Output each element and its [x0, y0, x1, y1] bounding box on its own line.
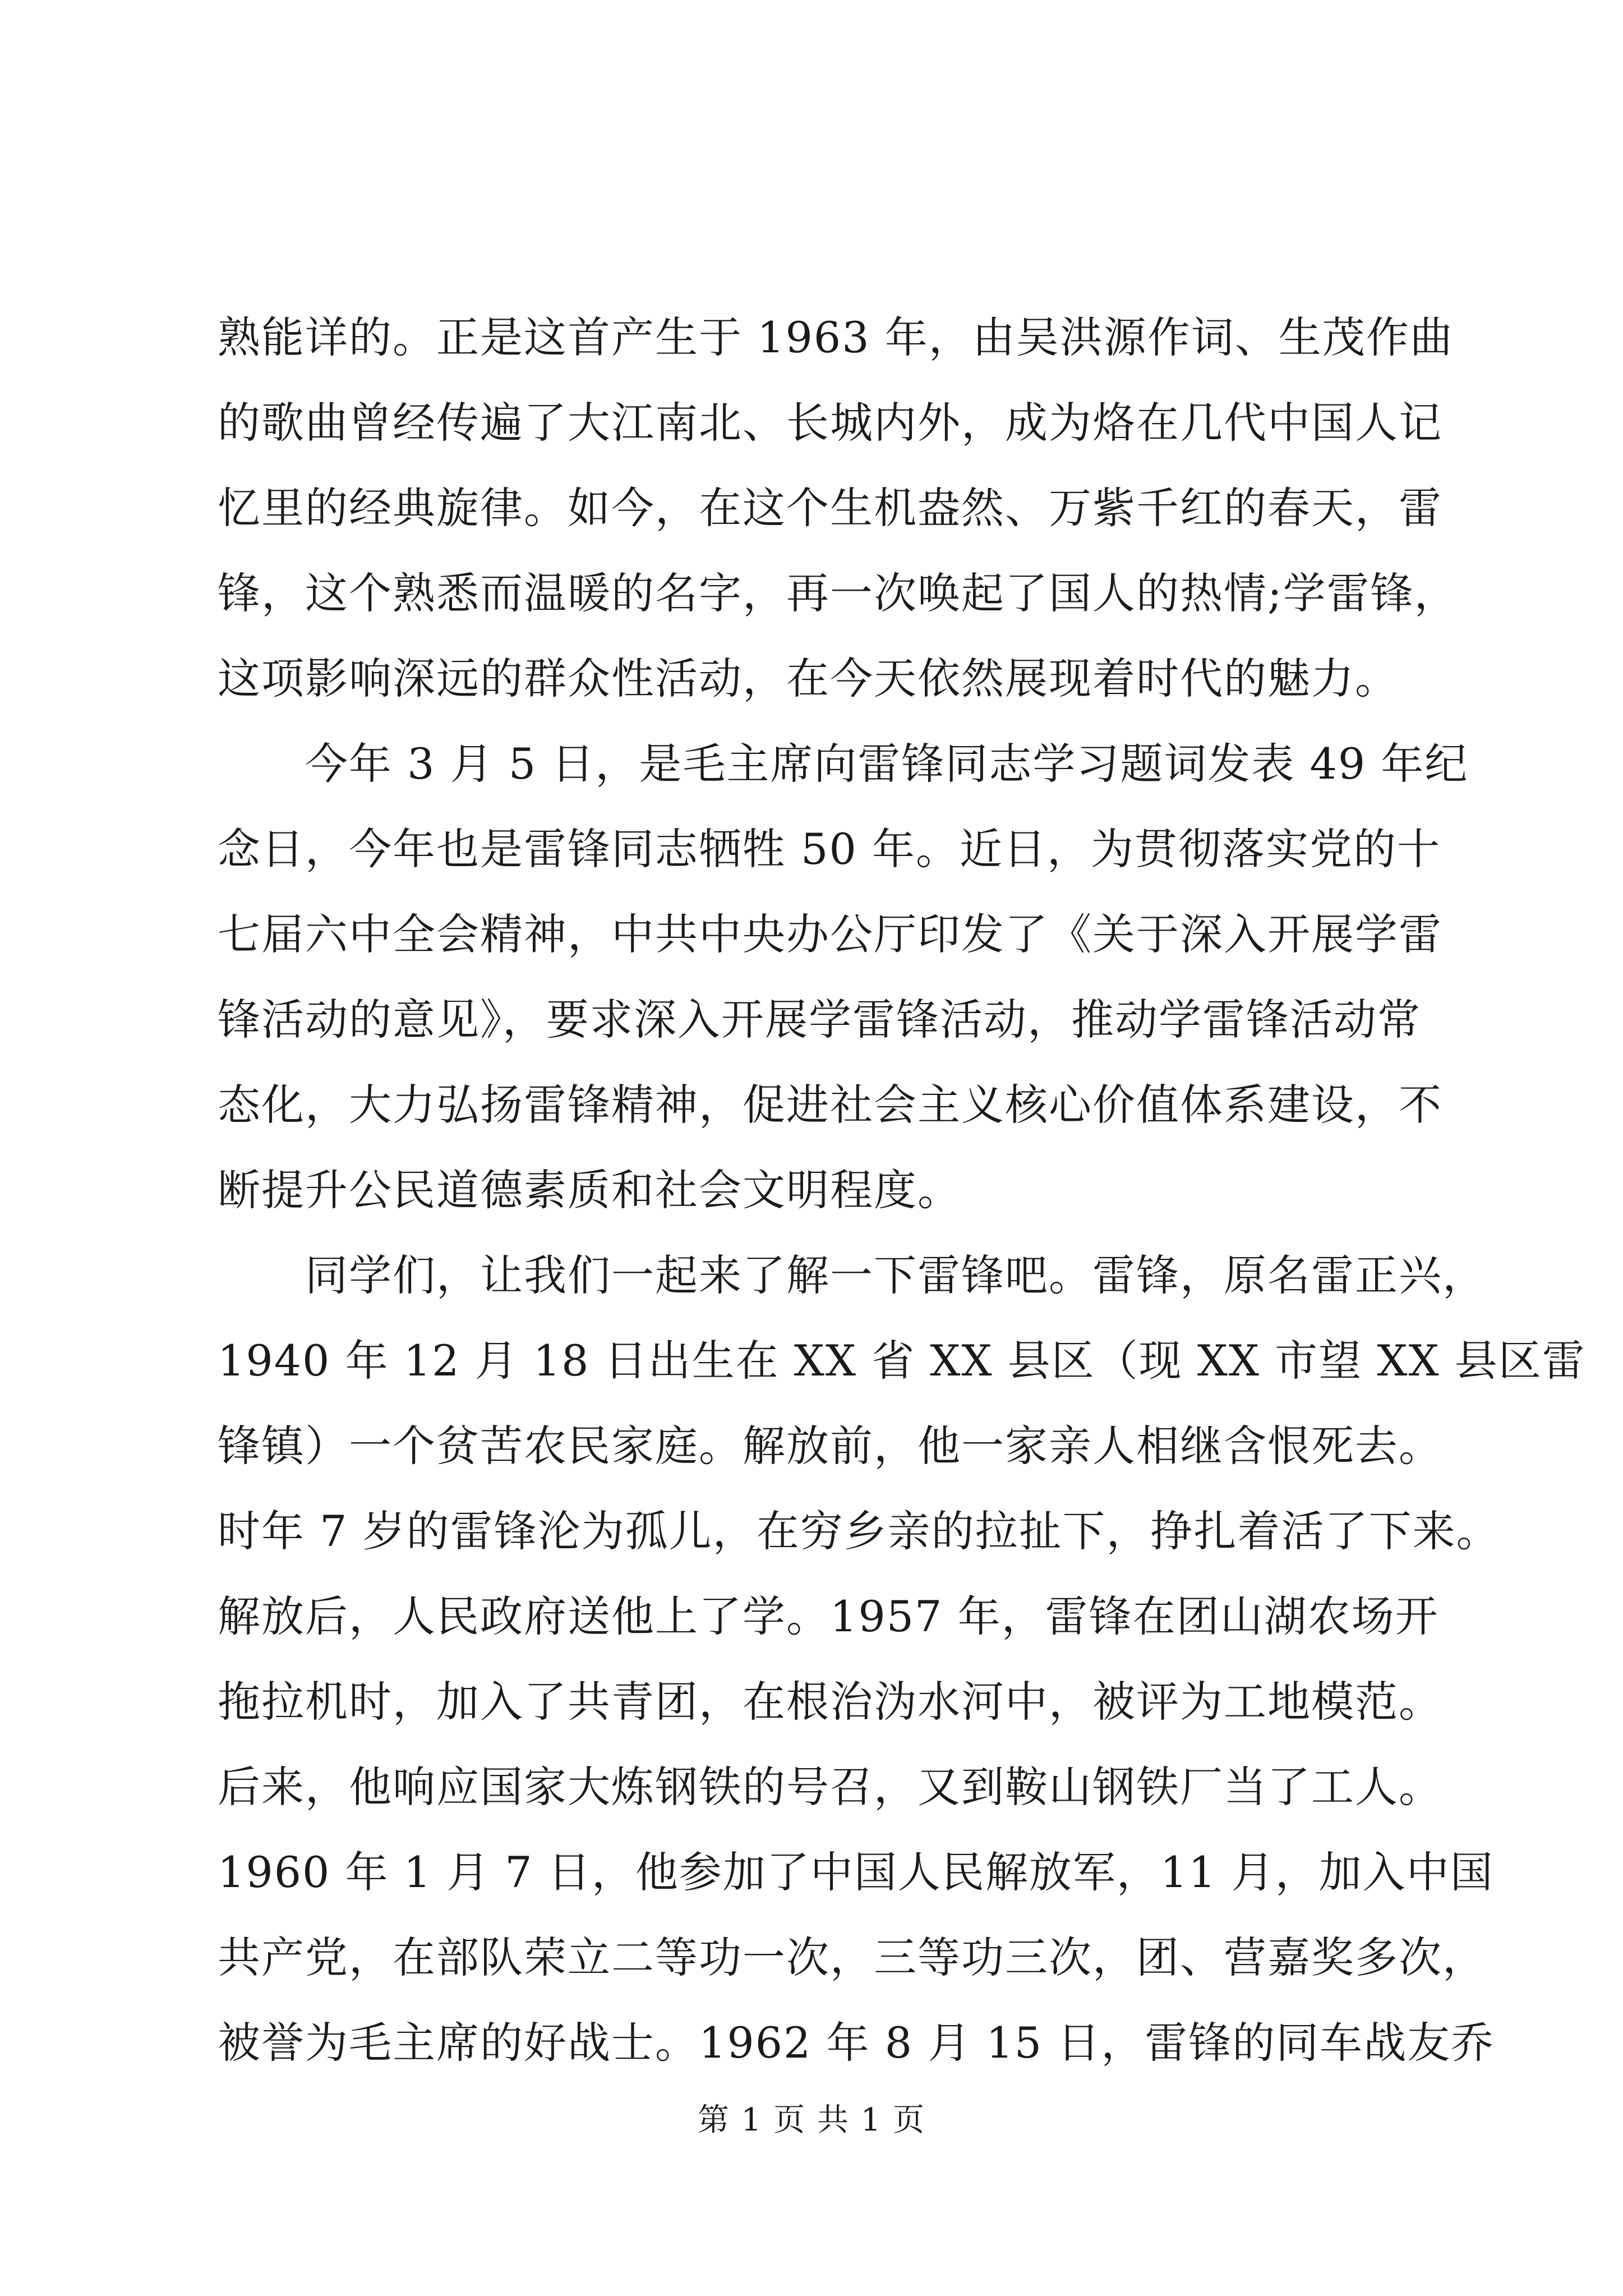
text-line: 同学们，让我们一起来了解一下雷锋吧。雷锋，原名雷正兴， [218, 1250, 1486, 1300]
page-footer: 第 1 页 共 1 页 [697, 2102, 926, 2138]
text-line: 锋活动的意见》，要求深入开展学雷锋活动，推动学雷锋活动常 [218, 995, 1421, 1045]
text-line: 共产党，在部队荣立二等功一次，三等功三次，团、营嘉奖多次， [218, 1932, 1486, 1982]
text-line: 念日，今年也是雷锋同志牺牲 50 年。近日，为贯彻落实党的十 [218, 824, 1441, 874]
text-line: 的歌曲曾经传遍了大江南北、长城内外，成为烙在几代中国人记 [218, 398, 1442, 448]
text-line: 锋，这个熟悉而温暖的名字，再一次唤起了国人的热情;学雷锋， [218, 568, 1458, 618]
text-line: 锋镇）一个贫苦农民家庭。解放前，他一家亲人相继含恨死去。 [218, 1421, 1442, 1471]
text-line: 时年 7 岁的雷锋沦为孤儿，在穷乡亲的拉扯下，挣扎着活了下来。 [218, 1506, 1500, 1556]
text-line: 熟能详的。正是这首产生于 1963 年，由吴洪源作词、生茂作曲 [218, 312, 1454, 362]
text-line: 这项影响深远的群众性活动，在今天依然展现着时代的魅力。 [218, 654, 1399, 703]
text-line: 1960 年 1 月 7 日，他参加了中国人民解放军，11 月，加入中国 [218, 1847, 1494, 1897]
text-line: 态化，大力弘扬雷锋精神，促进社会主义核心价值体系建设，不 [218, 1080, 1442, 1130]
text-line: 1940 年 12 月 18 日出生在 XX 省 XX 县区（现 XX 市望 XX 县区雷 [218, 1336, 1586, 1386]
text-line: 七届六中全会精神，中共中央办公厅印发了《关于深入开展学雷 [218, 909, 1442, 959]
text-line: 后来，他响应国家大炼钢铁的号召，又到鞍山钢铁厂当了工人。 [218, 1762, 1442, 1812]
text-line: 断提升公民道德素质和社会文明程度。 [218, 1165, 961, 1215]
text-line: 今年 3 月 5 日，是毛主席向雷锋同志学习题词发表 49 年纪 [218, 739, 1469, 789]
body-text [218, 295, 1586, 2086]
text-line: 拖拉机时，加入了共青团，在根治沩水河中，被评为工地模范。 [218, 1677, 1442, 1727]
text-line: 忆里的经典旋律。如今，在这个生机盎然、万紫千红的春天，雷 [218, 483, 1442, 533]
text-line: 解放后，人民政府送他上了学。1957 年，雷锋在团山湖农场开 [218, 1591, 1439, 1641]
text-line: 被誉为毛主席的好战士。1962 年 8 月 15 日，雷锋的同车战友乔 [218, 2018, 1495, 2068]
